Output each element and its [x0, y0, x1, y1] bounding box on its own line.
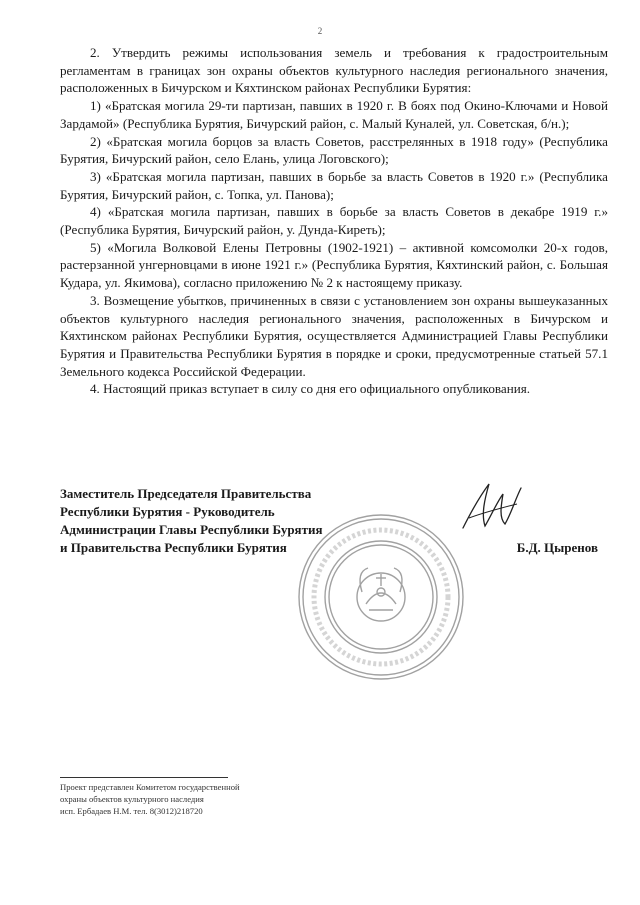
signatory-title-line: Заместитель Председателя Правительства — [60, 486, 312, 501]
footnote-divider — [60, 777, 228, 778]
list-item-3: 3) «Братская могила партизан, павших в борьбе за власть Советов в 1920 г.» (Республика Бурятия, Бичурский район, с. Топка, ул. Панова); — [60, 168, 608, 202]
signatory-name: Б.Д. Цыренов — [516, 540, 598, 555]
document-body — [60, 44, 608, 398]
paragraph-item-4: 4. Настоящий приказ вступает в силу со дня его официального опубликования. — [90, 381, 531, 397]
signatory-title — [60, 485, 390, 557]
signatory-title-line: Республики Бурятия - Руководитель — [60, 504, 275, 519]
footnote — [60, 781, 360, 817]
list-item-2: 2) «Братская могила борцов за власть Советов, расстрелянных в 1918 году» (Республика Бурятия, Бичурский район, село Елань, улица Логовского); — [60, 133, 608, 167]
paragraph-item-2: 2. Утвердить режимы использования земель и требования к градостроительным регламентам в границах зон охраны объектов культурного наследия регионального значения, расположенных в Бичурском и Кяхтинском районах Республики Бурятия: — [60, 45, 608, 96]
list-item-1: 1) «Братская могила 29-ти партизан, павших в 1920 г. В боях под Окино-Ключами и Новой Зардамой» (Республика Бурятия, Бичурский район, с. Малый Куналей, ул. Советская, б/н.); — [60, 98, 608, 131]
paragraph-item-3: 3. Возмещение убытков, причиненных в связи с установлением зон охраны вышеуказанных объектов культурного наследия регионального значения, расположенных в Бичурском и Кяхтинском районах Республики Бурятия, осуществляется Администрацией Главы Республики Бурятия и Правительства Республики Бурятия в порядке и сроки, предусмотренные статьей 57.1 Земельного кодекса Российской Федерации. — [60, 292, 608, 379]
list-item-5: 5) «Могила Волковой Елены Петровны (1902-1921) – активной комсомолки 20-х годов, растерзанной унгерновцами в июне 1921 г.» (Республика Бурятия, Кяхтинский район, с. Большая Кудара, ул. Якимова), согласно приложению № 2 к настоящему приказу. — [60, 239, 608, 291]
list-item-4: 4) «Братская могила партизан, павших в борьбе за власть Советов в декабре 1919 г.» (Республика Бурятия, Бичурский район, у. Дунда-Киреть); — [60, 204, 608, 238]
footnote-line: Проект представлен Комитетом государственной — [60, 782, 240, 792]
signatory-title-line: и Правительства Республики Бурятия — [60, 540, 287, 555]
footnote-line: исп. Ербадаев Н.М. тел. 8(3012)218720 — [60, 806, 203, 816]
page-number: 2 — [317, 26, 323, 36]
signature-block — [60, 485, 608, 557]
signatory-title-line: Администрации Главы Республики Бурятия — [60, 522, 323, 537]
footnote-line: охраны объектов культурного наследия — [60, 794, 204, 804]
